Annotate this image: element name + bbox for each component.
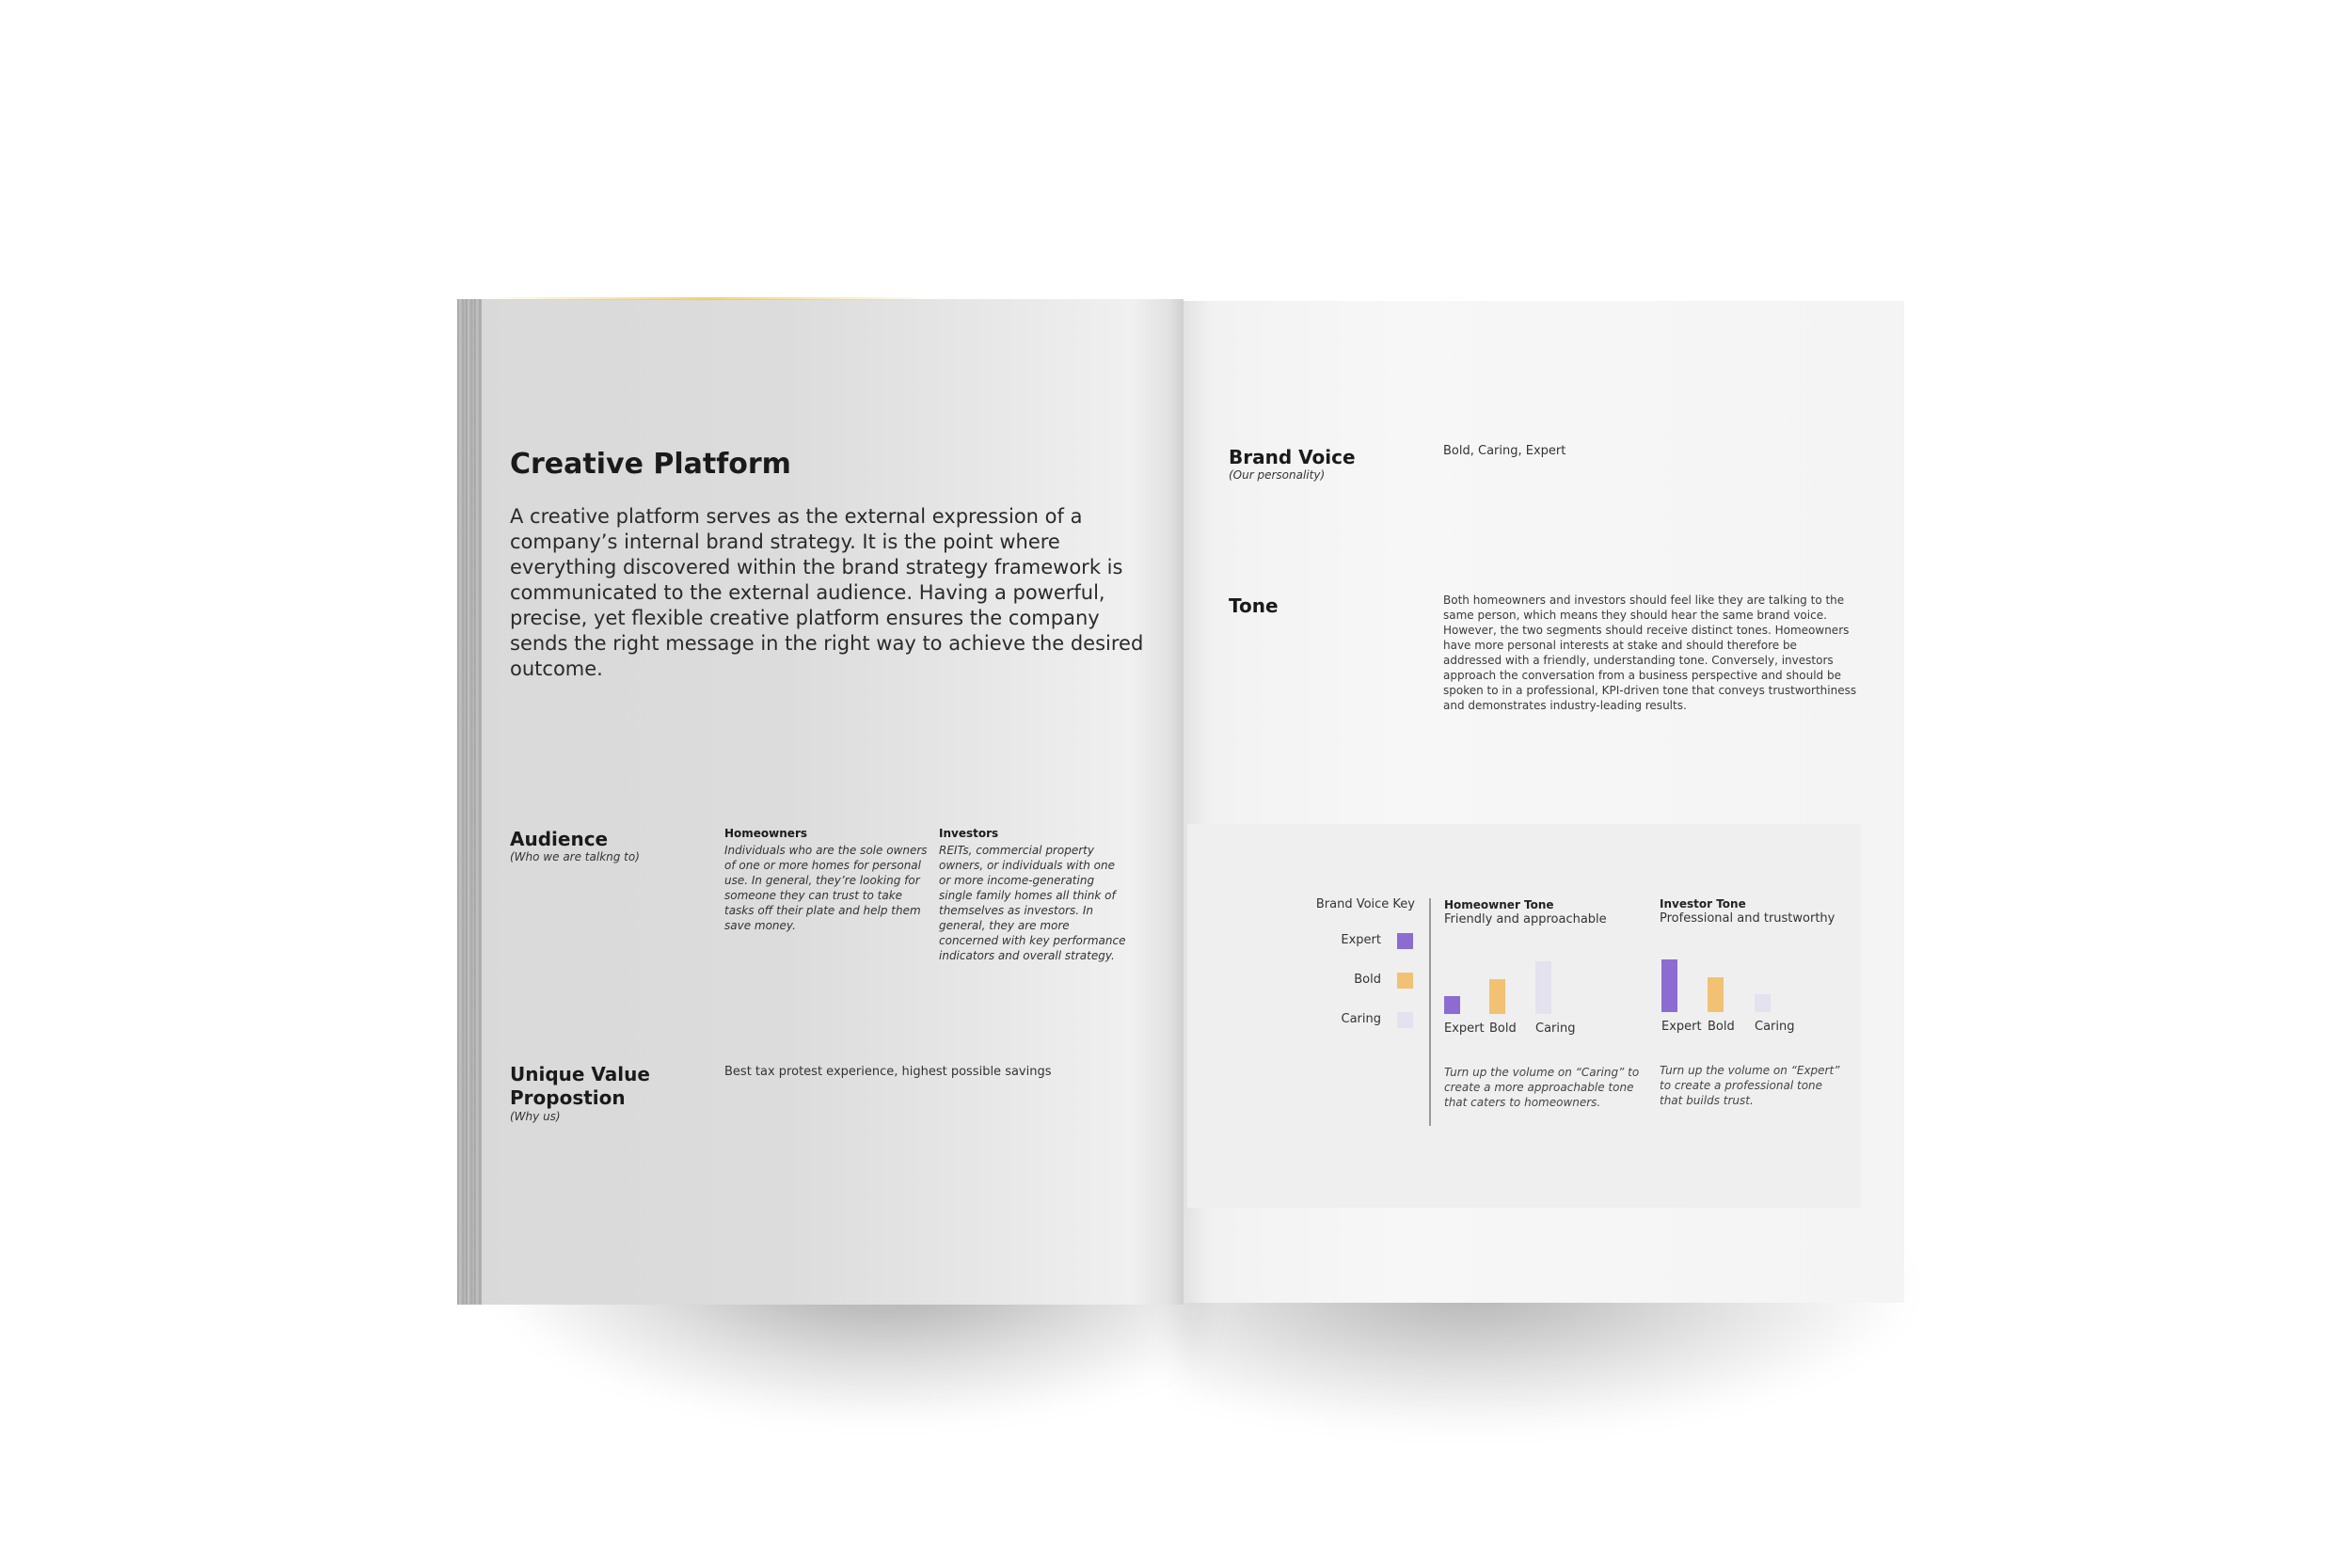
uvp-title-line1: Unique Value (510, 1063, 650, 1085)
tone-body: Both homeowners and investors should feel like they are talking to the same person, which means they should hear the same brand voice. However, the two segments should receive distinct tones. Homeowners have more personal interests at stake and should therefore be addressed with a friendly, understanding tone. Conversely, investors approach the conversation from a business perspective and should be spoken to in a professional, KPI-driven tone that conveys trustworthiness and demonstrates industry-leading results. (1443, 594, 1857, 712)
key-label-caring: Caring (1341, 1012, 1381, 1026)
homeowner-tone-title: Homeowner Tone (1444, 898, 1554, 911)
uvp-subtitle: (Why us) (510, 1110, 561, 1123)
investors-description: REITs, commercial property owners, or individuals with one or more income-generating single family homes all think of themselves as investors. In general, they are more concerned with key performance indicators and overall strategy. (939, 844, 1126, 962)
investor-bar-label-bold: Bold (1708, 1020, 1735, 1034)
investor-tone-note: Turn up the volume on “Expert” to create a professional tone that builds trust. (1660, 1064, 1840, 1107)
homeowner-bar-expert (1444, 996, 1460, 1014)
uvp-body: Best tax protest experience, highest possible savings (724, 1065, 1052, 1079)
brand-voice-title: Brand Voice (1229, 446, 1356, 468)
brand-voice-subtitle: (Our personality) (1229, 468, 1326, 482)
audience-subtitle: (Who we are talkng to) (510, 850, 640, 863)
investor-bar-caring (1755, 994, 1771, 1012)
investors-heading: Investors (939, 827, 999, 840)
homeowner-bar-bold (1489, 979, 1505, 1014)
homeowner-bar-label-caring: Caring (1535, 1022, 1576, 1036)
homeowner-tone-subtitle: Friendly and approachable (1444, 912, 1607, 927)
key-label-bold: Bold (1354, 973, 1381, 987)
key-swatch-expert (1397, 933, 1413, 949)
homeowner-tone-note: Turn up the volume on “Caring” to create a more approachable tone that caters to homeowners. (1444, 1066, 1640, 1109)
key-swatch-caring (1397, 1012, 1413, 1028)
homeowner-bar-label-bold: Bold (1489, 1022, 1517, 1036)
page-title: Creative Platform (510, 448, 791, 481)
tone-title: Tone (1229, 594, 1279, 617)
investor-bar-expert (1661, 959, 1677, 1012)
investor-bar-label-expert: Expert (1661, 1020, 1702, 1034)
homeowner-bar-label-expert: Expert (1444, 1022, 1485, 1036)
uvp-title-line2: Propostion (510, 1086, 626, 1109)
intro-paragraph: A creative platform serves as the external expression of a company’s internal brand strategy. It is the point where everything discovered within the brand strategy framework is communicated to the external audience. Having a powerful, precise, yet flexible creative platform ensures the company sends the right message in the right way to achieve the desired outcome. (510, 505, 1144, 680)
chart-divider (1429, 898, 1431, 1126)
audience-title: Audience (510, 828, 609, 850)
key-swatch-bold (1397, 973, 1413, 989)
brand-voice-body: Bold, Caring, Expert (1443, 444, 1566, 458)
brand-voice-key-title: Brand Voice Key (1315, 897, 1415, 911)
key-label-expert: Expert (1341, 933, 1381, 947)
investor-tone-title: Investor Tone (1660, 897, 1746, 911)
investor-tone-subtitle: Professional and trustworthy (1660, 911, 1836, 926)
homeowners-heading: Homeowners (724, 827, 808, 840)
homeowners-description: Individuals who are the sole owners of one or more homes for personal use. In general, they’re looking for someone they can trust to take tasks off their plate and help them save money. (724, 844, 928, 932)
homeowner-bar-caring (1535, 961, 1551, 1014)
page-edge-stack (457, 299, 482, 1305)
cover-edge-highlight (482, 297, 933, 300)
investor-bar-bold (1708, 977, 1724, 1012)
investor-bar-label-caring: Caring (1755, 1020, 1795, 1034)
